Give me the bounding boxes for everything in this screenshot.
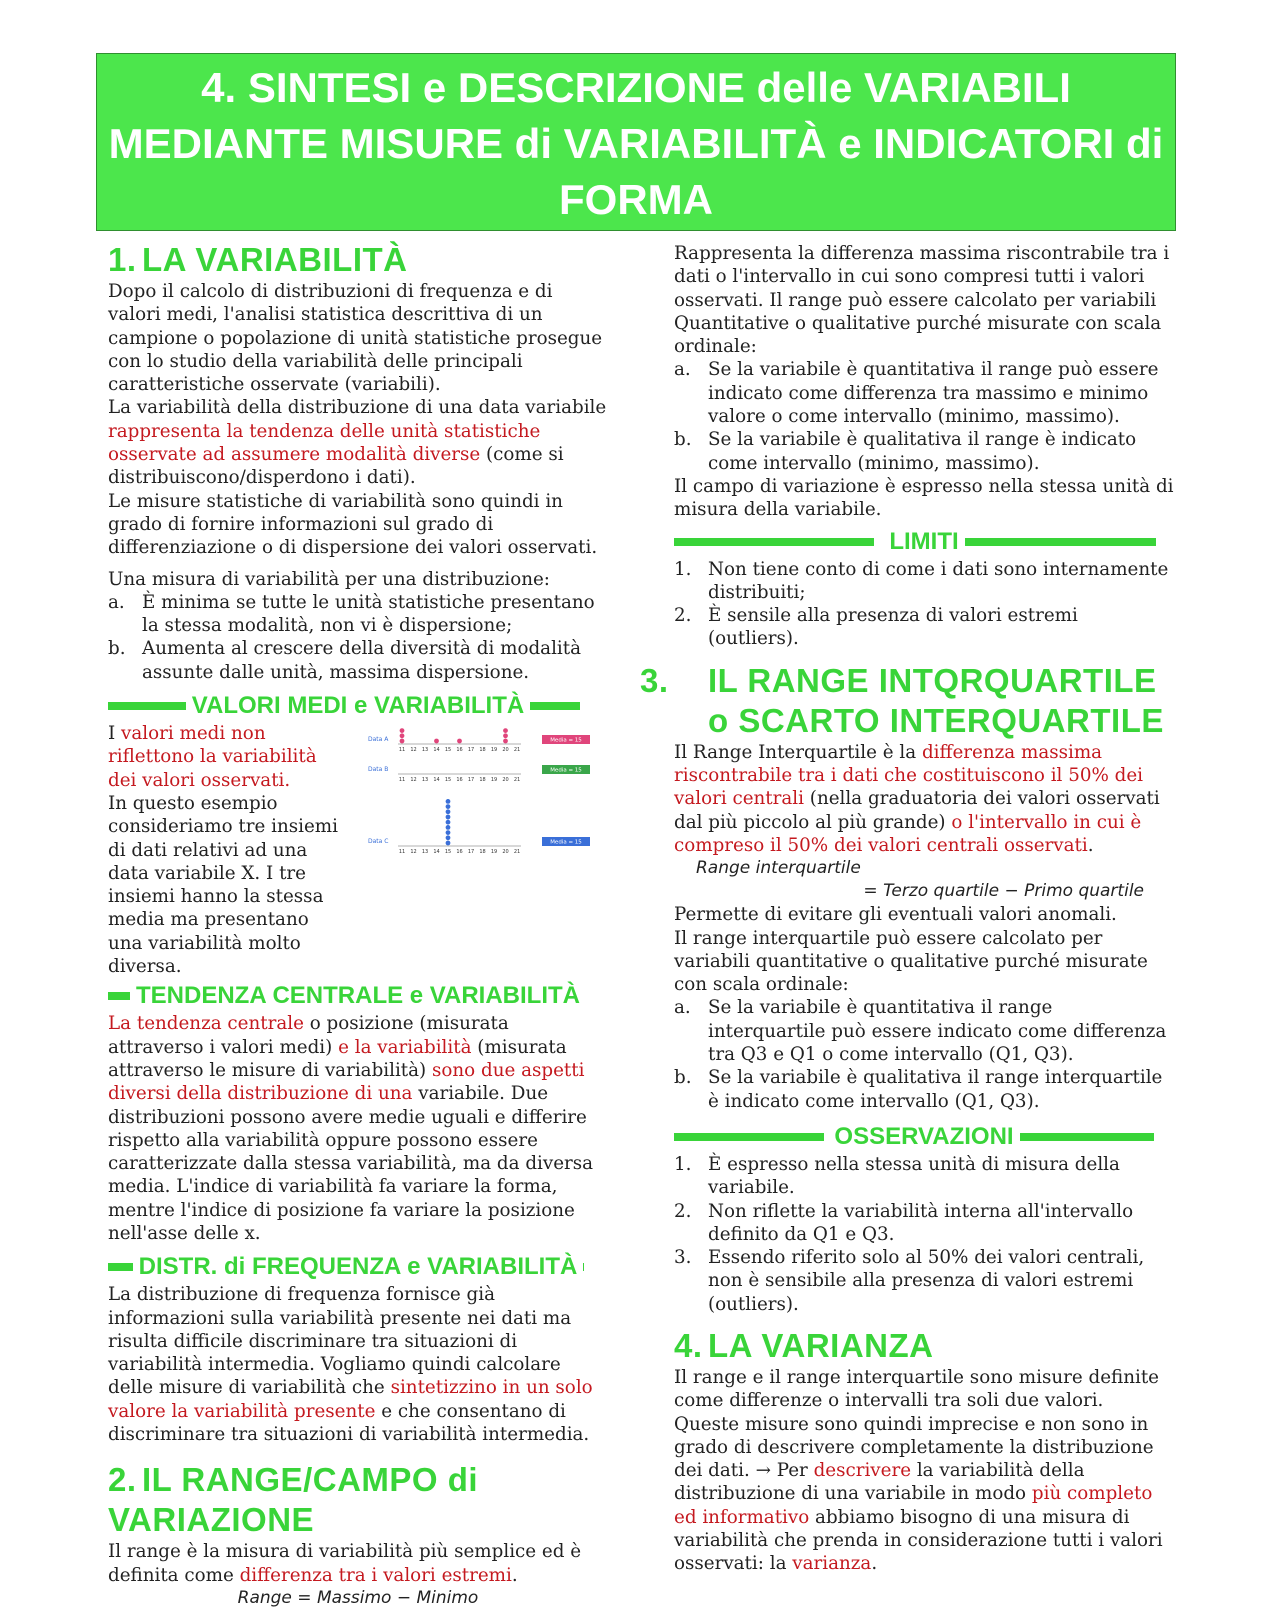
tick-label: 19 bbox=[490, 747, 498, 754]
paragraph bbox=[108, 1283, 608, 1446]
paragraph: Una misura di variabilità per una distribuzione: bbox=[108, 568, 550, 590]
data-point bbox=[446, 825, 451, 830]
tick-label: 18 bbox=[479, 777, 486, 784]
text: (misurata attraverso le misure di variabilità) bbox=[108, 1036, 567, 1081]
subsection-text: VALORI MEDI e VARIABILITÀ bbox=[186, 692, 530, 719]
subsection-text: OSSERVAZIONI bbox=[828, 1123, 1019, 1150]
legend-label: Media = 15 bbox=[550, 737, 582, 744]
tick-label: 17 bbox=[467, 849, 475, 856]
formula: Range interquartile bbox=[696, 858, 861, 879]
highlight-text: varianza bbox=[792, 1553, 872, 1575]
list-text: Se la variabile è qualitativa il range è indicato come intervallo (minimo, massimo). bbox=[708, 429, 1137, 474]
tick-label: 16 bbox=[456, 777, 463, 784]
list-item bbox=[674, 1200, 1174, 1247]
list-marker: a. bbox=[108, 591, 125, 613]
list-marker: 1. bbox=[674, 558, 692, 580]
tick-label: 15 bbox=[444, 849, 452, 856]
data-point bbox=[446, 820, 451, 825]
text: Il Range Interquartile è la bbox=[674, 741, 922, 763]
section-heading bbox=[108, 1460, 608, 1540]
list-text: Se la variabile è quantitativa il range può essere indicato come differenza tra massimo e minimo valore o come intervallo (minimo, massimo). bbox=[708, 359, 1159, 428]
tick-label: 13 bbox=[421, 849, 429, 856]
subsection-text: TENDENZA CENTRALE e VARIABILITÀ bbox=[130, 982, 586, 1009]
subsection-heading bbox=[674, 527, 1174, 555]
example-block bbox=[108, 722, 608, 978]
data-point bbox=[446, 809, 451, 814]
subsection-heading bbox=[108, 694, 608, 718]
highlight-text: descrivere bbox=[813, 1460, 912, 1482]
tick-label: 20 bbox=[502, 777, 509, 784]
section-title: IL RANGE INTQRQUARTILE o SCARTO INTERQUARTILE bbox=[708, 661, 1164, 739]
left-column bbox=[108, 240, 608, 1610]
list-text: Non tiene conto di come i dati sono internamente distribuiti; bbox=[708, 558, 1169, 603]
list bbox=[674, 558, 1174, 651]
subsection-text: LIMITI bbox=[883, 528, 964, 555]
list-text: Non riflette la variabilità interna all'intervallo definito da Q1 e Q3. bbox=[708, 1200, 1134, 1245]
data-point bbox=[400, 733, 405, 738]
tick-label: 11 bbox=[398, 849, 406, 856]
paragraph: Dopo il calcolo di distribuzioni di frequenza e di valori medi, l'analisi statistica descrittiva di un campione o popolazione di unità statistiche prosegue con lo studio della variabilità delle principali caratteristiche osservate (variabili). bbox=[108, 281, 603, 396]
data-point bbox=[400, 728, 405, 733]
subsection-text: DISTR. di FREQUENZA e VARIABILITÀ bbox=[133, 1253, 584, 1280]
highlight-text: sono due aspetti diversi della distribuzione di una bbox=[108, 1059, 585, 1105]
list-item bbox=[674, 558, 1174, 605]
formula: Range = Massimo − Minimo bbox=[237, 1587, 479, 1608]
text: (nella graduatoria dei valori osservati dal più piccolo al più grande) bbox=[674, 788, 1160, 833]
text: In questo esempio consideriamo tre insiemi di dati relativi ad una data variabile X. I tre insiemi hanno la stessa media ma presentano una variabilità molto diversa. bbox=[108, 792, 338, 978]
series-label: Data A bbox=[368, 736, 389, 744]
list-text: Essendo riferito solo al 50% dei valori centrali, non è sensibile alla presenza di valori estremi (outliers). bbox=[708, 1247, 1145, 1315]
data-point bbox=[446, 804, 451, 809]
tick-label: 15 bbox=[444, 777, 452, 784]
tick-label: 11 bbox=[398, 777, 406, 784]
section-heading bbox=[674, 1326, 1174, 1366]
subsection-heading bbox=[108, 1255, 608, 1279]
list-marker: 2. bbox=[674, 1200, 692, 1222]
list-item bbox=[674, 1153, 1174, 1200]
tick-label: 13 bbox=[421, 777, 429, 784]
legend-label: Media = 15 bbox=[550, 839, 582, 846]
section-heading bbox=[108, 240, 608, 280]
subsection-heading bbox=[108, 984, 608, 1008]
list-text: Se la variabile è qualitativa il range interquartile è indicato come intervallo (Q1, Q3). bbox=[708, 1067, 1163, 1112]
list-item bbox=[674, 1066, 1174, 1113]
text: . bbox=[511, 1564, 518, 1586]
data-point bbox=[446, 799, 451, 804]
tick-label: 19 bbox=[490, 849, 498, 856]
list-item bbox=[674, 358, 1174, 428]
list-marker: b. bbox=[674, 1067, 692, 1089]
data-point bbox=[446, 841, 451, 846]
series-label: Data C bbox=[368, 838, 389, 846]
list-marker: b. bbox=[674, 429, 692, 451]
page-title: 4. SINTESI e DESCRIZIONE delle VARIABILI MEDIANTE MISURE di VARIABILITÀ e INDICATORI di FORMA bbox=[108, 64, 1164, 223]
tick-label: 14 bbox=[433, 747, 440, 754]
tick-label: 16 bbox=[456, 747, 463, 754]
section-title: IL RANGE/CAMPO di VARIAZIONE bbox=[108, 1461, 479, 1539]
series-label: Data B bbox=[368, 766, 389, 774]
text: . bbox=[1087, 834, 1094, 856]
text: Il range è la misura di variabilità più semplice ed è definita come bbox=[108, 1541, 582, 1586]
tick-label: 18 bbox=[479, 849, 486, 856]
tick-label: 12 bbox=[410, 777, 417, 784]
list-marker: b. bbox=[108, 638, 126, 660]
paragraph bbox=[674, 741, 1174, 857]
tick-label: 12 bbox=[410, 849, 417, 856]
subsection-heading bbox=[674, 1122, 1174, 1150]
list-text: È minima se tutte le unità statistiche presentano la stessa modalità, non vi è dispersione; bbox=[142, 591, 595, 637]
text: La variabilità della distribuzione di una data variabile bbox=[108, 397, 607, 419]
tick-label: 15 bbox=[444, 747, 452, 754]
tick-label: 19 bbox=[490, 777, 498, 784]
data-point bbox=[503, 728, 508, 733]
data-point bbox=[503, 733, 508, 738]
dot-chart bbox=[366, 722, 596, 862]
tick-label: 20 bbox=[502, 849, 509, 856]
text: La distribuzione di frequenza fornisce già informazioni sulla variabilità presente nei dati ma risulta difficile discriminare tra situazioni di variabilità intermedia. Vogliamo quindi calcolare delle misure di variabilità che bbox=[108, 1284, 572, 1399]
subsection-label bbox=[674, 527, 1174, 557]
tick-label: 21 bbox=[513, 849, 521, 856]
subsection-label bbox=[674, 1122, 1174, 1152]
tick-label: 21 bbox=[513, 747, 521, 754]
paragraph bbox=[108, 722, 343, 792]
formula: = Terzo quartile − Primo quartile bbox=[863, 881, 1144, 902]
list-item bbox=[674, 604, 1174, 651]
list-item bbox=[674, 996, 1174, 1066]
section-title: LA VARIABILITÀ bbox=[142, 241, 408, 278]
text: o posizione (misurata attraverso i valori medi) bbox=[108, 1013, 509, 1058]
text: . bbox=[871, 1553, 878, 1575]
legend-label: Media = 15 bbox=[550, 767, 582, 774]
list-item bbox=[674, 1246, 1174, 1316]
list-item bbox=[108, 591, 608, 638]
tick-label: 17 bbox=[467, 747, 475, 754]
paragraph: Le misure statistiche di variabilità sono quindi in grado di fornire informazioni sul grado di differenziazione o di dispersione dei valori osservati. bbox=[108, 490, 598, 559]
text: I bbox=[108, 723, 122, 745]
list-item bbox=[674, 428, 1174, 475]
list-text: È sensile alla presenza di valori estremi (outliers). bbox=[708, 605, 1078, 650]
title-banner bbox=[96, 53, 1176, 231]
highlight-text: differenza massima riscontrabile tra i dati che costituiscono il 50% dei valori centrali bbox=[674, 741, 1144, 810]
list-marker: 1. bbox=[674, 1153, 692, 1175]
highlight-text: sintetizzino in un solo valore la variabilità presente bbox=[108, 1377, 593, 1422]
highlight-text: valori medi non riflettono la variabilità dei valori osservati. bbox=[108, 723, 317, 791]
text: (come si distribuiscono/disperdono i dati). bbox=[108, 444, 564, 489]
list-text: Aumenta al crescere della diversità di modalità assunte dalle unità, massima dispersione. bbox=[142, 638, 582, 683]
list-text: Se la variabile è quantitativa il range interquartile può essere indicato come differenza tra Q3 e Q1 o come intervallo (Q1, Q3). bbox=[708, 997, 1167, 1066]
paragraph: Il campo di variazione è espresso nella stessa unità di misura della variabile. bbox=[674, 475, 1174, 521]
paragraph: Il range interquartile può essere calcolato per variabili quantitative o qualitative purché misurate con scala ordinale: bbox=[674, 927, 1148, 996]
data-point bbox=[446, 815, 451, 820]
subsection-label bbox=[108, 691, 608, 721]
paragraph bbox=[108, 792, 346, 978]
text: la variabilità della distribuzione di una variabile in modo bbox=[674, 1460, 1085, 1505]
data-point bbox=[503, 739, 508, 744]
list-item bbox=[108, 637, 608, 684]
tick-label: 13 bbox=[421, 747, 429, 754]
tick-label: 18 bbox=[479, 747, 486, 754]
paragraph bbox=[674, 1366, 1174, 1576]
right-column bbox=[640, 242, 1174, 1576]
text: variabile. Due distribuzioni possono avere medie uguali e differire rispetto alla variabilità oppure possono essere caratterizzate dalla stessa variabilità, ma da diversa media. L'indice di variabilità fa variare la forma, mentre l'indice di posizione fa variare la posizione nell'asse delle x. bbox=[108, 1083, 594, 1244]
tick-label: 12 bbox=[410, 747, 417, 754]
data-point bbox=[457, 739, 462, 744]
list-marker: a. bbox=[674, 359, 691, 381]
data-point bbox=[446, 830, 451, 835]
paragraph: Permette di evitare gli eventuali valori anomali. bbox=[674, 904, 1117, 926]
highlight-text: rappresenta la tendenza delle unità statistiche osservate ad assumere modalità diverse bbox=[108, 420, 541, 466]
text: abbiamo bisogno di una misura di variabilità che prenda in considerazione tutti i valori osservati: la bbox=[674, 1506, 1163, 1575]
tick-label: 16 bbox=[456, 849, 463, 856]
list bbox=[674, 358, 1174, 474]
highlight-text: o l'intervallo in cui è compreso il 50% dei valori centrali osservati bbox=[674, 811, 1142, 856]
list-text: È espresso nella stessa unità di misura della variabile. bbox=[708, 1153, 1120, 1199]
paragraph: Rappresenta la differenza massima riscontrabile tra i dati o l'intervallo in cui sono compresi tutti i valori osservati. Il range può essere calcolato per variabili Quantitative o qualitative purché misurate con scala ordinale: bbox=[674, 243, 1170, 358]
section-number: 2. bbox=[108, 1461, 137, 1499]
highlight-text: differenza tra i valori estremi bbox=[239, 1564, 512, 1586]
section-number: 3. bbox=[640, 661, 669, 699]
tick-label: 17 bbox=[467, 777, 475, 784]
tick-label: 20 bbox=[502, 747, 509, 754]
paragraph bbox=[108, 396, 608, 489]
section-number: 4. bbox=[674, 1326, 703, 1364]
tick-label: 14 bbox=[433, 777, 440, 784]
section-title: LA VARIANZA bbox=[708, 1326, 934, 1364]
data-point bbox=[434, 739, 439, 744]
paragraph bbox=[108, 1012, 608, 1245]
list bbox=[674, 1153, 1174, 1316]
list-marker: 3. bbox=[674, 1247, 692, 1269]
tick-label: 21 bbox=[513, 777, 521, 784]
highlight-text: e la variabilità bbox=[338, 1036, 472, 1058]
highlight-text: più completo ed informativo bbox=[674, 1483, 1153, 1528]
tick-label: 14 bbox=[433, 849, 440, 856]
list bbox=[108, 591, 608, 684]
list-marker: 2. bbox=[674, 605, 692, 627]
data-point bbox=[446, 835, 451, 840]
subsection-label bbox=[108, 1252, 608, 1282]
text: e che consentano di discriminare tra situazioni di variabilità intermedia. bbox=[108, 1400, 590, 1446]
tick-label: 11 bbox=[398, 747, 406, 754]
section-heading bbox=[640, 661, 1174, 741]
section-number: 1. bbox=[108, 241, 137, 278]
highlight-text: La tendenza centrale bbox=[108, 1013, 304, 1035]
paragraph bbox=[108, 1540, 608, 1587]
text: Il range e il range interquartile sono misure definite come differenze o intervalli tra soli due valori. Queste misure sono quindi imprecise e non sono in grado di descrivere completamente la distribuzione dei dati. → Per bbox=[674, 1366, 1159, 1482]
list-marker: a. bbox=[674, 997, 691, 1019]
list bbox=[674, 996, 1174, 1112]
data-point bbox=[400, 739, 405, 744]
subsection-label bbox=[108, 981, 608, 1011]
